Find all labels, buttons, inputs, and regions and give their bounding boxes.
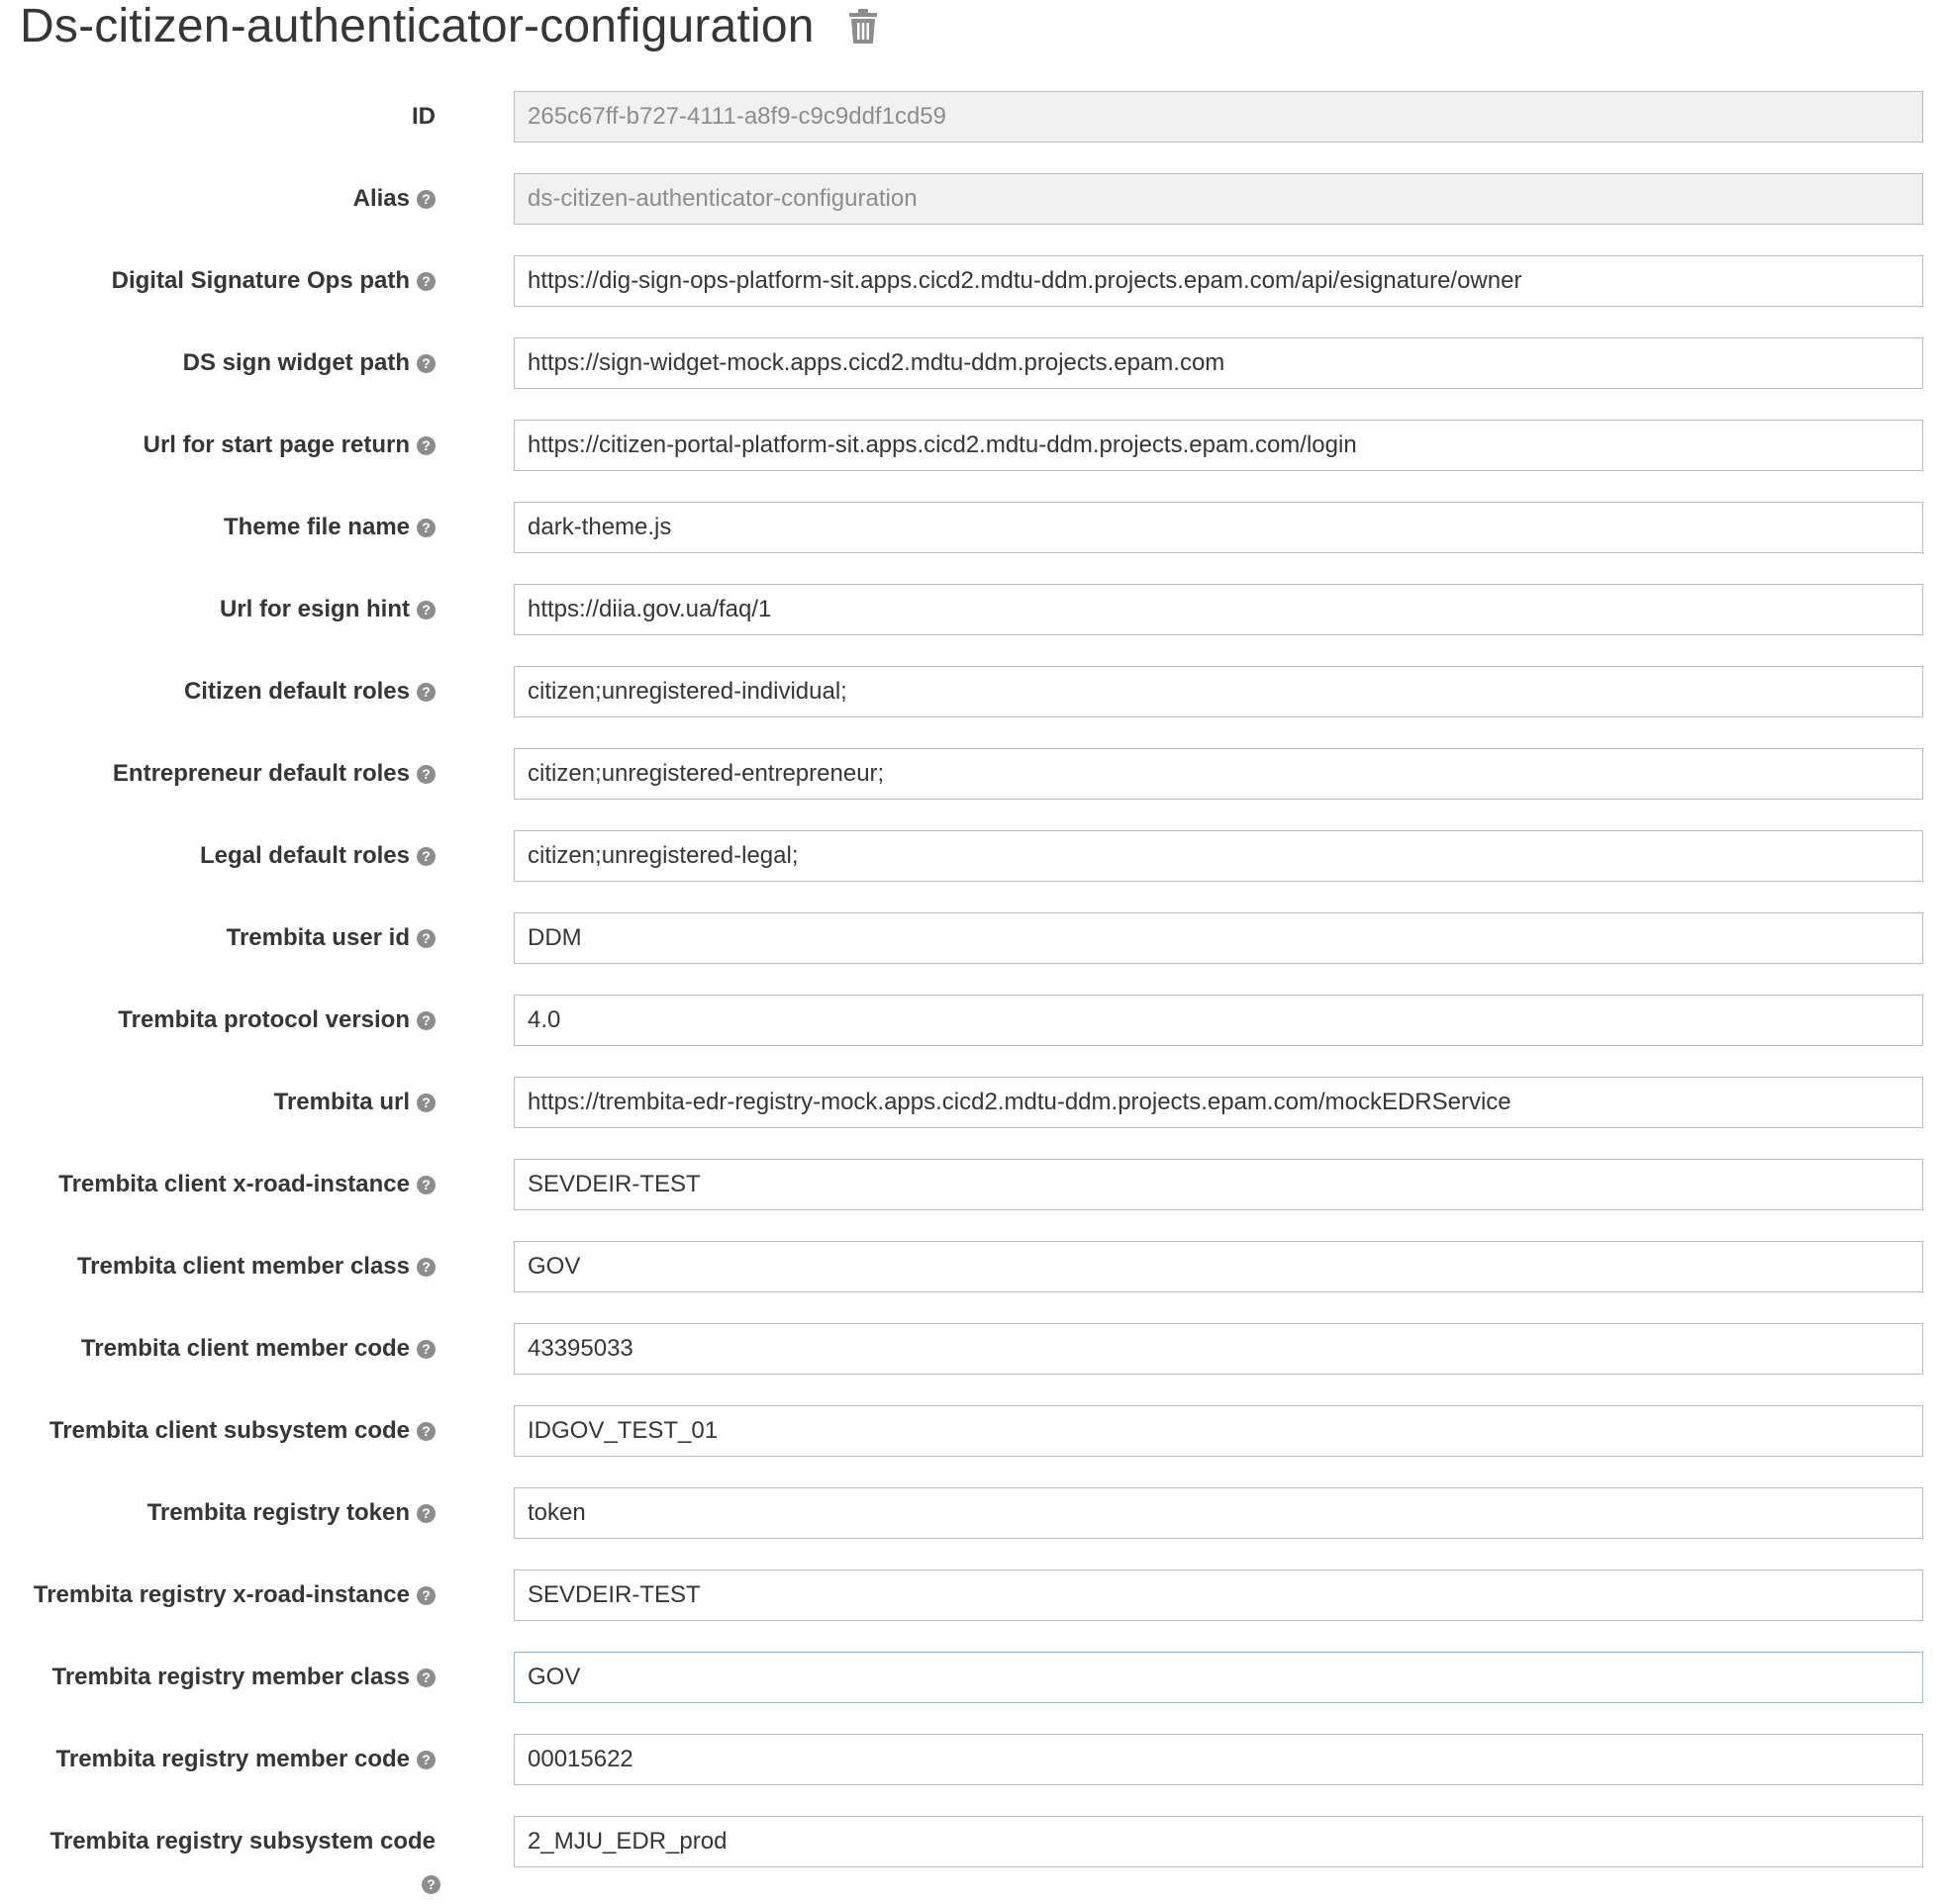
form-row-url-esign-hint <box>0 584 1946 635</box>
trembita-url-label: Trembita url <box>273 1089 410 1115</box>
alias-label: Alias <box>352 185 410 212</box>
citizen-default-roles-input[interactable] <box>514 666 1923 717</box>
form-row-legal-default-roles <box>0 830 1946 882</box>
help-icon[interactable]: ? <box>417 1751 436 1769</box>
alias-input[interactable] <box>514 173 1923 225</box>
trembita-registry-xroad-instance-input[interactable] <box>514 1570 1923 1621</box>
help-icon[interactable]: ? <box>417 190 436 209</box>
ds-sign-widget-path-label: DS sign widget path <box>182 349 410 376</box>
help-icon[interactable]: ? <box>417 1422 436 1441</box>
form-row-ds-sign-widget-path <box>0 337 1946 389</box>
trembita-registry-member-code-label: Trembita registry member code <box>55 1746 410 1772</box>
entrepreneur-default-roles-label: Entrepreneur default roles <box>112 760 410 787</box>
trembita-user-id-label: Trembita user id <box>226 924 410 951</box>
trembita-protocol-version-label: Trembita protocol version <box>118 1006 410 1033</box>
url-start-page-return-label: Url for start page return <box>143 431 410 458</box>
url-esign-hint-input[interactable] <box>514 584 1923 635</box>
help-icon[interactable]: ? <box>417 847 436 866</box>
form-row-trembita-client-member-class <box>0 1241 1946 1292</box>
form-row-alias <box>0 173 1946 225</box>
help-icon[interactable]: ? <box>417 1094 436 1112</box>
id-label: ID <box>412 103 436 130</box>
id-input[interactable] <box>514 91 1923 143</box>
legal-default-roles-input[interactable] <box>514 830 1923 882</box>
form-row-theme-file-name <box>0 502 1946 553</box>
form-row-id <box>0 91 1946 143</box>
trembita-registry-token-input[interactable] <box>514 1487 1923 1539</box>
help-icon[interactable]: ? <box>417 354 436 373</box>
form-row-trembita-registry-xroad-instance <box>0 1570 1946 1621</box>
digital-signature-ops-path-input[interactable] <box>514 255 1923 307</box>
page-header <box>20 0 878 51</box>
theme-file-name-input[interactable] <box>514 502 1923 553</box>
trembita-protocol-version-input[interactable] <box>514 995 1923 1046</box>
trash-icon[interactable] <box>848 7 878 45</box>
entrepreneur-default-roles-input[interactable] <box>514 748 1923 800</box>
form-row-trembita-protocol-version <box>0 995 1946 1046</box>
trembita-registry-member-code-input[interactable] <box>514 1734 1923 1785</box>
trembita-registry-subsystem-code-input[interactable] <box>514 1816 1923 1867</box>
trembita-client-xroad-instance-input[interactable] <box>514 1159 1923 1210</box>
form-row-trembita-client-subsystem-code <box>0 1405 1946 1457</box>
theme-file-name-label: Theme file name <box>223 514 410 540</box>
form-row-trembita-registry-token <box>0 1487 1946 1539</box>
form-row-url-start-page-return <box>0 420 1946 471</box>
trembita-registry-subsystem-code-label: Trembita registry subsystem code <box>49 1828 436 1855</box>
trembita-registry-xroad-instance-label: Trembita registry x-road-instance <box>33 1581 410 1608</box>
trembita-registry-member-class-label: Trembita registry member class <box>51 1664 410 1690</box>
url-esign-hint-label: Url for esign hint <box>220 596 410 622</box>
help-icon[interactable]: ? <box>422 1875 440 1894</box>
trembita-user-id-input[interactable] <box>514 912 1923 964</box>
form-row-digital-signature-ops-path <box>0 255 1946 307</box>
digital-signature-ops-path-label: Digital Signature Ops path <box>111 267 410 294</box>
trembita-client-member-code-input[interactable] <box>514 1323 1923 1375</box>
citizen-default-roles-label: Citizen default roles <box>183 678 410 705</box>
help-icon[interactable]: ? <box>417 1668 436 1687</box>
help-icon[interactable]: ? <box>417 436 436 455</box>
trembita-registry-token-label: Trembita registry token <box>146 1499 410 1526</box>
trembita-client-xroad-instance-label: Trembita client x-road-instance <box>58 1171 410 1197</box>
trembita-client-subsystem-code-input[interactable] <box>514 1405 1923 1457</box>
trembita-client-member-class-input[interactable] <box>514 1241 1923 1292</box>
form-row-trembita-url <box>0 1077 1946 1128</box>
form-row-trembita-registry-member-code <box>0 1734 1946 1785</box>
help-icon[interactable]: ? <box>417 765 436 784</box>
help-icon[interactable]: ? <box>417 1504 436 1523</box>
help-icon[interactable]: ? <box>417 1011 436 1030</box>
form-row-entrepreneur-default-roles <box>0 748 1946 800</box>
form-row-trembita-user-id <box>0 912 1946 964</box>
page-title: Ds-citizen-authenticator-configuration <box>20 0 815 52</box>
help-icon[interactable]: ? <box>417 1176 436 1194</box>
help-icon[interactable]: ? <box>417 683 436 702</box>
help-icon[interactable]: ? <box>417 601 436 619</box>
trembita-client-member-code-label: Trembita client member code <box>80 1335 410 1362</box>
help-icon[interactable]: ? <box>417 1340 436 1359</box>
url-start-page-return-input[interactable] <box>514 420 1923 471</box>
legal-default-roles-label: Legal default roles <box>199 842 410 869</box>
trembita-registry-member-class-input[interactable] <box>514 1652 1923 1703</box>
trembita-client-member-class-label: Trembita client member class <box>76 1253 410 1280</box>
ds-sign-widget-path-input[interactable] <box>514 337 1923 389</box>
trembita-url-input[interactable] <box>514 1077 1923 1128</box>
form-row-trembita-client-member-code <box>0 1323 1946 1375</box>
help-icon[interactable]: ? <box>417 1586 436 1605</box>
trembita-client-subsystem-code-label: Trembita client subsystem code <box>49 1417 410 1444</box>
help-icon[interactable]: ? <box>417 519 436 537</box>
help-icon[interactable]: ? <box>417 929 436 948</box>
form-row-trembita-registry-member-class <box>0 1652 1946 1703</box>
form-row-trembita-registry-subsystem-code <box>0 1816 1946 1867</box>
form-row-trembita-client-xroad-instance <box>0 1159 1946 1210</box>
help-icon[interactable]: ? <box>417 1258 436 1277</box>
form-row-citizen-default-roles <box>0 666 1946 717</box>
help-icon[interactable]: ? <box>417 272 436 291</box>
